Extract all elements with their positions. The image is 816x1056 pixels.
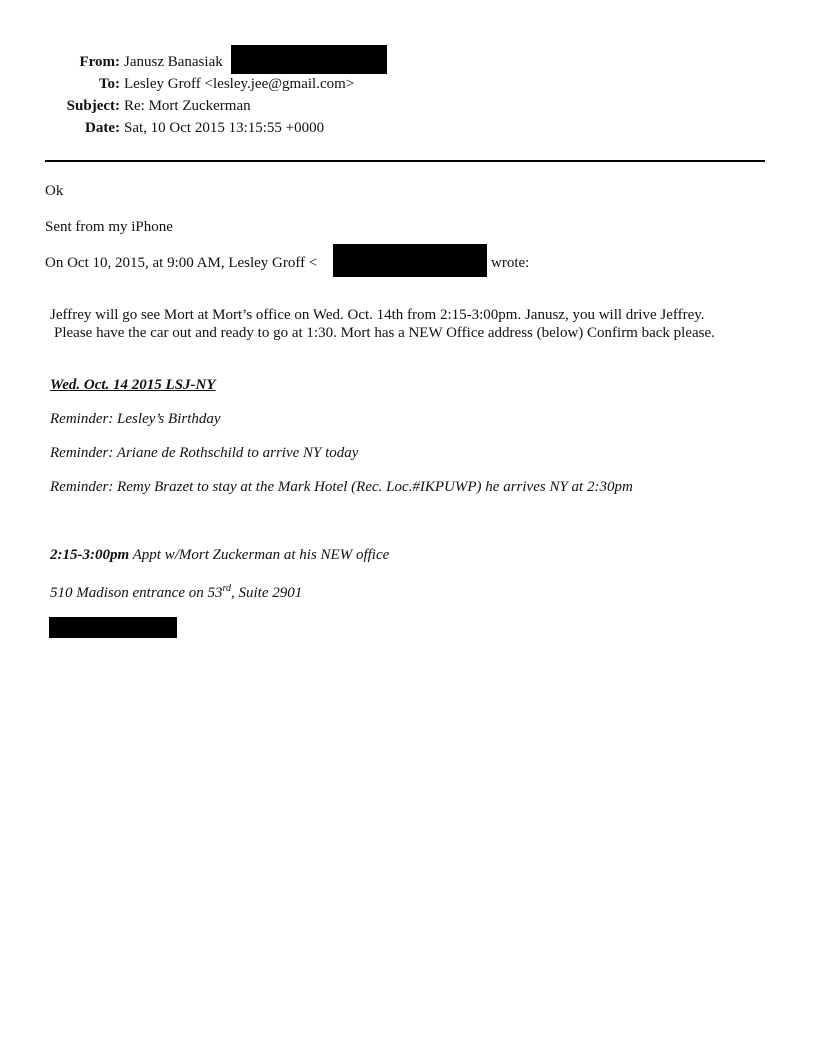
appointment-line — [50, 548, 389, 563]
address-line — [50, 583, 303, 601]
quoted-paragraph-line-1: Jeffrey will go see Mort at Mort’s office on Wed. Oct. 14th from 2:15-3:00pm. Janusz, you will drive Jeffrey. — [50, 307, 705, 323]
redaction-box — [49, 617, 177, 638]
from-value: Janusz Banasiak — [124, 54, 223, 70]
address-superscript: rd — [222, 583, 232, 594]
appointment-text: Appt w/Mort Zuckerman at his NEW office — [129, 547, 390, 563]
reminder-arrival: Reminder: Ariane de Rothschild to arrive NY today — [50, 445, 359, 461]
quote-intro — [45, 256, 317, 271]
appointment-time: 2:15-3:00pm — [50, 547, 130, 563]
from-label: From: — [79, 54, 120, 70]
to-value: Lesley Groff <lesley.jee@gmail.com> — [124, 76, 355, 92]
address-prefix: 510 Madison entrance on 53 — [50, 585, 223, 601]
subject-value: Re: Mort Zuckerman — [124, 98, 251, 114]
to-label: To: — [98, 76, 120, 92]
signature-text: Sent from my iPhone — [45, 219, 173, 235]
reply-text: Ok — [45, 183, 64, 199]
quoted-paragraph-line-2: Please have the car out and ready to go at 1:30. Mort has a NEW Office address (below) Confirm back please. — [54, 325, 715, 341]
reminder-hotel: Reminder: Remy Brazet to stay at the Mark Hotel (Rec. Loc.#IKPUWP) he arrives NY at 2:30pm — [50, 479, 633, 495]
address-suffix: , Suite 2901 — [231, 585, 303, 601]
redaction-box — [333, 244, 487, 277]
date-value: Sat, 10 Oct 2015 13:15:55 +0000 — [124, 120, 325, 136]
quote-intro-prefix: On Oct 10, 2015, at 9:00 AM, Lesley Groff < — [45, 255, 318, 271]
subject-label: Subject: — [66, 98, 120, 114]
redaction-box — [231, 45, 387, 74]
schedule-heading: Wed. Oct. 14 2015 LSJ-NY — [50, 377, 216, 393]
reminder-birthday: Reminder: Lesley’s Birthday — [50, 411, 221, 427]
header-divider — [45, 160, 765, 162]
quote-intro-suffix: wrote: — [491, 255, 530, 271]
date-label: Date: — [85, 120, 120, 136]
